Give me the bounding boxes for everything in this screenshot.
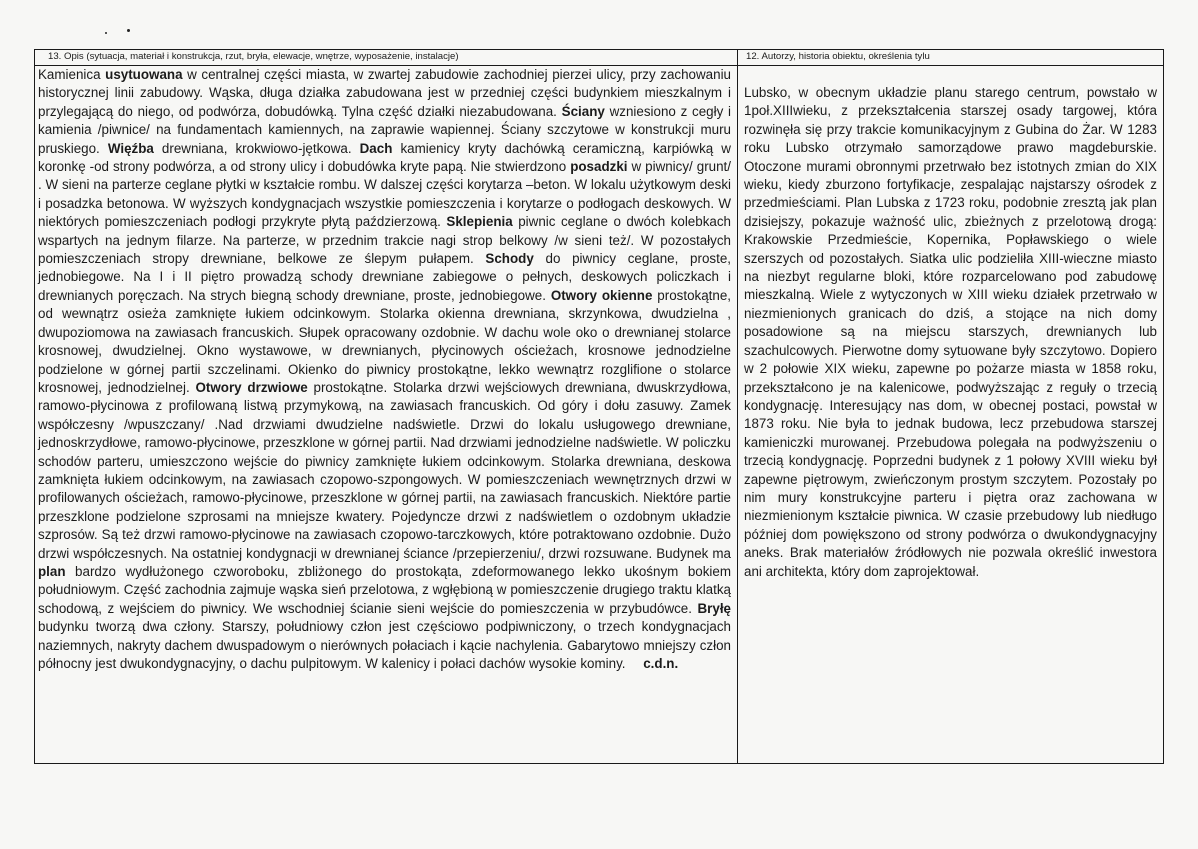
description-column — [35, 50, 738, 763]
keyword-term: Sklepienia — [446, 214, 513, 230]
text-segment: drewniana, krokwiowo-jętkowa. — [153, 140, 360, 156]
history-column — [738, 50, 1163, 763]
text-segment: prostokątne. Stolarka drzwi wejściowych drewniana, dwuskrzydłowa, ramowo-płycinowa z profilowaną listwą przymykową, na zawiasach francuskich. Od góry i dołu zasuwy. Zamek współczesny /wpuszczany/ .Nad drzwiami dwudzielne nadświetle. Drzwi do lokalu usługowego drewniane, jednoskrzydłowe, ramowo-płycinowe, przeszklone w górnej partii. Nad drzwiami jednodzielne nadświetle. W policzku schodów parteru, umieszczono wejście do piwnicy zamknięte łukiem odcinkowym. Stolarka drewniana, deskowa zamknięta łukiem odcinkowym, na zawiasach czopowo-szpongowych. W pomieszczeniach wewnętrznych drzwi w profilowanych ościeżach, ramowo-płycinowe, przeszklone w górnej partii, na zawiasach francuskich. Niektóre partie przeszklone podzielone szprosami na mniejsze kwatery. Pojedyncze drzwi z nadświetlem o ozdobnym układzie szprosów. Są też drzwi ramowo-płycinowe na zawiasach czopowo-tarczkowych, które potraktowano ozdobnie. Dużo drzwi współczesnych. Na ostatniej kondygnacji w drewnianej ściance /przepierzeniu/, drzwi rozsuwane. Budynek ma — [38, 379, 731, 561]
keyword-term: plan — [38, 563, 66, 579]
text-segment: piwnic ceglane o dwóch kolebkach wspartych na jednym filarze. Na parterze, w przednim trakcie nagi strop belkowy /w sieni też/. W pozostałych pomieszczeniach stropy drewniane, belkowe ze ślepym pułapem. — [38, 214, 731, 267]
keyword-term: Otwory okienne — [550, 287, 653, 303]
text-segment: bardzo wydłużonego czworoboku, zbliżonego do prostokąta, zdeformowanego lekko ukośnym bokiem południowym. Część zachodnia zajmuje wąska sień przelotowa, z wgłębioną w pomieszczenie drugiego traktu klatką schodową, z wejściem do piwnicy. We wschodniej ścianie sieni wejście do pomieszczenia w przybudówce. — [38, 563, 731, 616]
text-segment: do piwnicy ceglane, proste, jednobiegowe. Na I i II piętro prowadzą schody drewniane zabiegowe o pełnych, deskowych policzkach i drewnianych poręczach. Na strych biegną schody drewniane, proste, jednobiegowe. — [38, 251, 731, 303]
keyword-term: Schody — [485, 251, 534, 267]
text-segment: Kamienica — [38, 67, 106, 82]
keyword-term: Bryłę — [697, 600, 731, 616]
keyword-term: Dach — [359, 140, 393, 156]
header-divider — [738, 65, 1163, 66]
text-segment: w piwnicy/ grunt/ . W sieni na parterze ceglane płytki w kształcie rombu. W dalszej części korytarza –beton. W lokalu użytkowym deski i posadzka betonowa. W wyższych kondygnacjach wszystkie pomieszczenia i korytarze o podłogach deskowych. W niektórych pomieszczeniach podłogi przykryte płytą paździerzową. — [38, 159, 731, 230]
keyword-term: posadzki — [570, 159, 628, 175]
keyword-term: Ściany — [561, 103, 605, 119]
text-segment: budynku tworzą dwa człony. Starszy, południowy człon jest częściowo podpiwniczony, o trzech kondygnacjach naziemnych, nakryty dachem dwuspadowym o nierównych połaciach i kącie nachylenia. Gabarytowo mniejszy człon północny jest dwukondygnacyjny, o dachu pulpitowym. W kalenicy i połaci dachów wysokie kominy. — [38, 619, 731, 671]
description-text — [38, 67, 731, 671]
text-segment: prostokątne, od wewnątrz osieża zamknięte łukiem odcinkowym. Stolarka okienna drewniana, skrzynkowa, dwudzielna , dwupoziomowa na zawiasach francuskich. Słupek opracowany ozdobnie. W dachu wole oko o drewnianej stolarce krosnowej, dwudzielnej. Okno wystawowe, w drewnianych, płycinowych ościeżach, krosnowe jednodzielne podzielone w górnej partii szczelinami. Okienko do piwnicy prostokątne, lekko wewnątrz rozglifione o stolarce krosnowej, jednodzielnej. — [38, 287, 731, 395]
description-form-table — [34, 49, 1164, 764]
keyword-term: Więźba — [107, 140, 154, 156]
scan-speck — [105, 32, 107, 34]
text-segment: w centralnej części miasta, w zwartej zabudowie zachodniej pierzei ulicy, przy zachowaniu historycznej linii zabudowy. Wąska, długa działka zabudowana jest w przedniej części budynkiem mieszkalnym i przylegającą do niego, od podwórza, dobudówką. Tylna część działki niezabudowana. — [38, 67, 731, 119]
text-segment: wzniesiono z cegły i kamienia /piwnice/ na fundamentach kamiennych, na zaprawie wapiennej. Ściany szczytowe w konstrukcji muru pruskiego. — [38, 103, 732, 156]
scan-speck — [127, 29, 130, 32]
description-field-header: 13. Opis (sytuacja, materiał i konstrukcja, rzut, bryła, elewacje, wnętrze, wyposażenie, instalacje) — [48, 51, 459, 62]
description-body — [38, 66, 731, 673]
text-segment: kamienicy kryty dachówką ceramiczną, karpiówką w koronkę -od strony podwórza, a od strony ulicy i dobudówka kryte papą. Nie stwierdzono — [38, 140, 731, 175]
history-field-header: 12. Autorzy, historia obiektu, określenia tylu — [746, 51, 930, 62]
keyword-term: Otwory drzwiowe — [195, 379, 308, 395]
continued-marker: c.d.n. — [643, 656, 679, 671]
keyword-term: usytuowana — [105, 67, 183, 82]
history-body: Lubsko, w obecnym układzie planu starego centrum, powstało w 1poł.XIIIwieku, z przekształcenia starszej osady targowej, która rozwinęła się przy trakcie komunikacyjnym z Gubina do Żar. W 1283 roku Lubsko otrzymało samorządowe prawo magdeburskie. Otoczone murami obronnymi przetrwało bez istotnych zmian do XIX wieku, kiedy zburzono fortyfikacje, zespalając najstarszy ośrodek z przedmieściami. Plan Lubska z 1723 roku, podobnie zresztą jak plan dzisiejszy, pokazuje ważność ulic, zbieżnych z przelotową drogą: Krakowskie Przedmieście, Kopernika, Popławskiego o wiele szerszych od pozostałych. Siatka ulic podzieliła XIII-wieczne miasto na niezbyt regularne bloki, które rozparcelowano pod zabudowę mieszkalną. Wiele z wytyczonych w XIII wieku działek przetrwało w niezmienionych granicach do dziś, a stojące na nich domy posadowione są na miejscu starszych, drewnianych lub szachulcowych. Pierwotne domy sytuowane były szczytowo. Dopiero w 2 połowie XIX wieku, zapewne po pożarze miasta w 1858 roku, przekształcono je na kalenicowe, podwyższając z reguły o trzecią kondygnację. Interesujący nas dom, w obecnej postaci, powstał w 1873 roku. Nie była to jednak budowa, lecz przebudowa starszej kamieniczki murowanej. Przebudowa polegała na podwyższeniu o trzecią kondygnację. Poprzedni budynek z 1 połowy XVIII wieku był zapewne piętrowym, zwieńczonym prostym szczytem. Pozostały po nim mury konstrukcyjne parteru i piętra oraz zachowana w niezmienionym kształcie piwnica. W czasie przebudowy lub niedługo później dom powiększono od strony podwórza o dwukondygnacyjny aneks. Brak materiałów źródłowych nie pozwala określić inwestora ani architekta, który dom zaprojektował. — [744, 85, 1157, 579]
